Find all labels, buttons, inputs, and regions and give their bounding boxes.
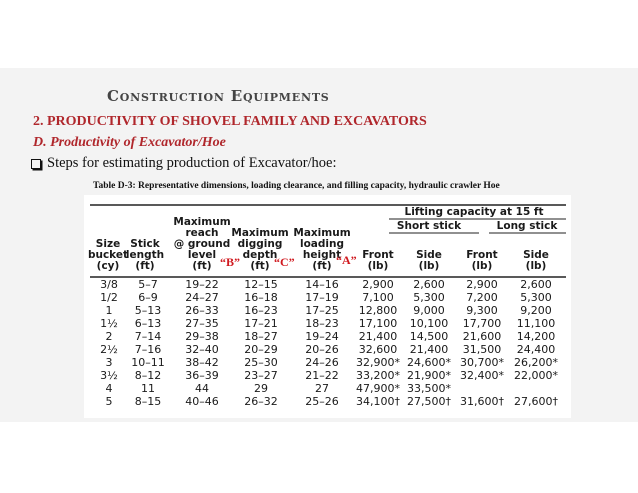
table-cell: 17,700 xyxy=(462,317,502,330)
table-caption: Table D-3: Representative dimensions, loading clearance, and filling capacity, hydraulic crawler Hoe xyxy=(93,181,500,191)
header-line: Maximum xyxy=(173,216,231,228)
table-cell: 25–26 xyxy=(305,395,339,408)
table-cell: 17–19 xyxy=(305,291,339,304)
header-line: (ft) xyxy=(192,260,212,272)
long-stick-header: Long stick xyxy=(496,220,558,232)
header-short-side xyxy=(416,250,442,272)
header-line: Maximum xyxy=(231,227,289,239)
subsection-title: D. Productivity of Excavator/Hoe xyxy=(33,135,226,150)
header-stick-length xyxy=(126,239,164,272)
table-cell: 34,100† xyxy=(356,395,400,408)
table-cell: 40–46 xyxy=(185,395,219,408)
table-cell: 11 xyxy=(141,382,155,395)
table-cell: 3/8 xyxy=(100,278,118,291)
table-cell: 14,500 xyxy=(409,330,449,343)
header-line: (ft) xyxy=(312,260,332,272)
table-cell: 30,700* xyxy=(460,356,504,369)
section-title: 2. PRODUCTIVITY OF SHOVEL FAMILY AND EXCAVATORS xyxy=(33,114,427,129)
table-cell: 4 xyxy=(105,382,113,395)
table-cell: 24,600* xyxy=(407,356,451,369)
table-cell: 19–24 xyxy=(305,330,339,343)
table-cell: 6–9 xyxy=(138,291,158,304)
header-line: (lb) xyxy=(525,260,547,272)
header-line: (lb) xyxy=(367,260,389,272)
header-line: (lb) xyxy=(471,260,493,272)
header-line: loading xyxy=(299,238,345,250)
table-cell: 9,200 xyxy=(520,304,552,317)
table-cell: 36–39 xyxy=(185,369,219,382)
table-cell: 23–27 xyxy=(244,369,278,382)
table-cell: 2,600 xyxy=(520,278,552,291)
table-cell: 2,900 xyxy=(362,278,394,291)
lifting-capacity-header: Lifting capacity at 15 ft xyxy=(404,206,544,218)
table-cell: 12–15 xyxy=(244,278,278,291)
table-cell: 8–15 xyxy=(134,395,162,408)
table-cell: 17–21 xyxy=(244,317,278,330)
table-cell: 32,900* xyxy=(356,356,400,369)
table-cell: 16–18 xyxy=(244,291,278,304)
table-cell: 25–30 xyxy=(244,356,278,369)
table-cell: 24–27 xyxy=(185,291,219,304)
table-cell: 6–13 xyxy=(134,317,162,330)
header-line: @ ground xyxy=(173,238,231,250)
header-long-front xyxy=(466,250,497,272)
table-cell: 44 xyxy=(195,382,209,395)
header-line: Maximum xyxy=(293,227,351,239)
table-cell: 2½ xyxy=(100,343,118,356)
table-cell: 10–11 xyxy=(131,356,165,369)
short-stick-header: Short stick xyxy=(396,220,462,232)
table-cell: 21,900* xyxy=(407,369,451,382)
table-cell: 2 xyxy=(105,330,113,343)
table-cell: 9,000 xyxy=(413,304,445,317)
table-cell: 27,500† xyxy=(407,395,451,408)
table-cell: 21,600 xyxy=(462,330,502,343)
table-cell: 24,400 xyxy=(516,343,556,356)
header-line: length xyxy=(125,249,165,261)
table-cell: 21,400 xyxy=(358,330,398,343)
table-cell: 33,500* xyxy=(407,382,451,395)
header-line: Front xyxy=(362,249,394,261)
table-cell: 29–38 xyxy=(185,330,219,343)
marker-b: “B” xyxy=(220,255,241,269)
table-cell: 3 xyxy=(105,356,113,369)
table-cell: 16–23 xyxy=(244,304,278,317)
table-cell: 31,600† xyxy=(460,395,504,408)
table-cell: 12,800 xyxy=(358,304,398,317)
table-cell: 22,000* xyxy=(514,369,558,382)
table-cell: 9,300 xyxy=(466,304,498,317)
marker-c: “C” xyxy=(274,255,295,269)
table-cell: 1/2 xyxy=(100,291,118,304)
table-cell: 1 xyxy=(105,304,113,317)
header-line: level xyxy=(187,249,217,261)
table-cell: 21–22 xyxy=(305,369,339,382)
table-cell: 19–22 xyxy=(185,278,219,291)
table-cell: 32,600 xyxy=(358,343,398,356)
table-cell: 3½ xyxy=(100,369,118,382)
table-cell: 38–42 xyxy=(185,356,219,369)
table-cell: 7,100 xyxy=(362,291,394,304)
table-cell: 32,400* xyxy=(460,369,504,382)
table-cell: 18–23 xyxy=(305,317,339,330)
table-cell: 33,200* xyxy=(356,369,400,382)
table-cell: 17,100 xyxy=(358,317,398,330)
table-cell: 10,100 xyxy=(409,317,449,330)
bullet-text: Steps for estimating production of Excavator/hoe: xyxy=(47,155,337,171)
header-line: reach xyxy=(185,227,219,239)
table-cell: 7–14 xyxy=(134,330,162,343)
header-short-front xyxy=(362,250,393,272)
header-line: (ft) xyxy=(135,260,155,272)
table-cell: 14–16 xyxy=(305,278,339,291)
header-line: (ft) xyxy=(250,260,270,272)
table-cell: 32–40 xyxy=(185,343,219,356)
header-long-side xyxy=(523,250,549,272)
table-cell: 17–25 xyxy=(305,304,339,317)
header-line: (lb) xyxy=(418,260,440,272)
table-cell: 18–27 xyxy=(244,330,278,343)
table-cell: 2,600 xyxy=(413,278,445,291)
table-cell: 5–7 xyxy=(138,278,158,291)
table-cell: 14,200 xyxy=(516,330,556,343)
header-bucket-size xyxy=(88,239,128,272)
marker-a: “A” xyxy=(336,253,357,267)
table-cell: 20–29 xyxy=(244,343,278,356)
table-cell: 2,900 xyxy=(466,278,498,291)
header-line: depth xyxy=(242,249,278,261)
table-cell: 11,100 xyxy=(516,317,556,330)
table-cell: 47,900* xyxy=(356,382,400,395)
table-cell: 7,200 xyxy=(466,291,498,304)
header-line: Size xyxy=(95,238,121,250)
header-line: Stick xyxy=(130,238,160,250)
header-line: Side xyxy=(416,249,442,261)
table-cell: 26–32 xyxy=(244,395,278,408)
table-cell: 29 xyxy=(254,382,268,395)
table-cell: 26–33 xyxy=(185,304,219,317)
table-cell: 27 xyxy=(315,382,329,395)
hoe-dimensions-table xyxy=(84,195,571,418)
header-line: digging xyxy=(237,238,283,250)
table-cell: 1½ xyxy=(100,317,118,330)
table-cell: 5–13 xyxy=(134,304,162,317)
table-cell: 27,600† xyxy=(514,395,558,408)
table-cell: 26,200* xyxy=(514,356,558,369)
header-line: Side xyxy=(523,249,549,261)
header-line: bucket xyxy=(87,249,129,261)
table-cell: 24–26 xyxy=(305,356,339,369)
table-cell: 5,300 xyxy=(520,291,552,304)
checkbox-bullet-icon xyxy=(31,159,41,169)
table-cell: 5,300 xyxy=(413,291,445,304)
table-cell: 7–16 xyxy=(134,343,162,356)
table-cell: 21,400 xyxy=(409,343,449,356)
table-cell: 27–35 xyxy=(185,317,219,330)
bullet-item xyxy=(31,155,337,172)
header-line: (cy) xyxy=(96,260,120,272)
table-cell: 20–26 xyxy=(305,343,339,356)
table-cell: 8–12 xyxy=(134,369,162,382)
slide-heading: Construction Equipments xyxy=(107,87,330,105)
header-line: Front xyxy=(466,249,498,261)
table-cell: 5 xyxy=(105,395,113,408)
header-line: height xyxy=(302,249,342,261)
table-cell: 31,500 xyxy=(462,343,502,356)
